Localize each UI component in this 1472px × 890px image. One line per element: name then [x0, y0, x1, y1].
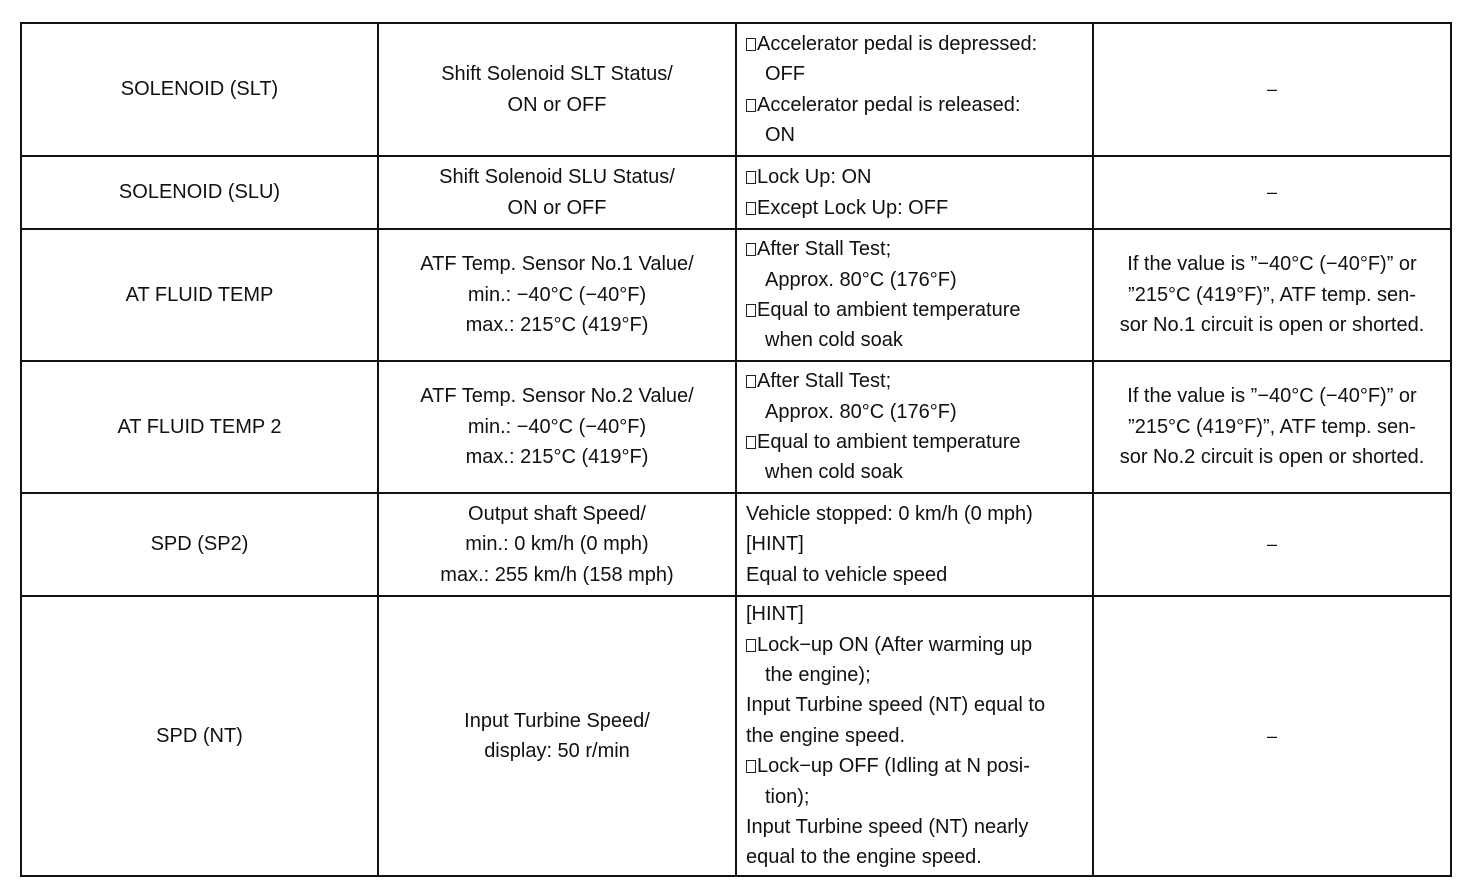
- condition-cell: [736, 23, 1093, 156]
- condition-line: Equal to vehicle speed: [746, 563, 948, 586]
- item-cell: [21, 596, 378, 876]
- condition-line: [HINT]: [746, 533, 804, 556]
- measurement-line: max.: 255 km/h (158 mph): [440, 563, 674, 586]
- diagnostic-cell: [1093, 156, 1451, 229]
- data-list-table: [20, 22, 1452, 877]
- diagnostic-line: If the value is ”−40°C (−40°F)” or: [1127, 385, 1417, 408]
- diagnostic-line: –: [1266, 79, 1277, 100]
- item-cell: [21, 23, 378, 156]
- item-text: SPD (SP2): [150, 533, 249, 556]
- measurement-cell: [378, 493, 736, 596]
- checkbox-icon: [746, 639, 756, 652]
- measurement-line: ON or OFF: [507, 93, 607, 116]
- item-text: AT FLUID TEMP: [125, 283, 274, 306]
- condition-line: Lock−up ON (After warming up: [746, 630, 1088, 660]
- condition-line: Accelerator pedal is depressed:: [746, 29, 1088, 59]
- measurement-cell: [378, 229, 736, 361]
- condition-line: Except Lock Up: OFF: [746, 193, 1088, 223]
- condition-line: Lock−up OFF (Idling at N posi-: [746, 751, 1088, 781]
- measurement-line: min.: −40°C (−40°F): [467, 283, 647, 306]
- diagnostic-line: –: [1266, 725, 1277, 746]
- condition-cell: [736, 596, 1093, 876]
- diagnostic-line: ”215°C (419°F)”, ATF temp. sen-: [1128, 415, 1416, 438]
- measurement-line: ATF Temp. Sensor No.1 Value/: [420, 253, 694, 276]
- diagnostic-line: ”215°C (419°F)”, ATF temp. sen-: [1128, 283, 1416, 306]
- condition-line: the engine speed.: [746, 724, 906, 747]
- table-row: [21, 493, 1451, 596]
- table-row: [21, 229, 1451, 361]
- diagnostic-line: sor No.2 circuit is open or shorted.: [1119, 446, 1425, 469]
- diagnostic-line: If the value is ”−40°C (−40°F)” or: [1127, 253, 1417, 276]
- table-row: [21, 361, 1451, 493]
- condition-cell: [736, 229, 1093, 361]
- condition-line: Lock Up: ON: [746, 162, 1088, 192]
- condition-line: Approx. 80°C (176°F): [765, 400, 957, 423]
- condition-line: Accelerator pedal is released:: [746, 90, 1088, 120]
- item-cell: [21, 361, 378, 493]
- diagnostic-cell: [1093, 493, 1451, 596]
- table-row: [21, 156, 1451, 229]
- checkbox-icon: [746, 375, 756, 388]
- measurement-cell: [378, 596, 736, 876]
- diagnostic-cell: [1093, 23, 1451, 156]
- measurement-line: ON or OFF: [507, 196, 607, 219]
- condition-line: Equal to ambient temperature: [746, 427, 1088, 457]
- diagnostic-line: –: [1266, 534, 1277, 555]
- measurement-cell: [378, 361, 736, 493]
- diagnostic-cell: [1093, 361, 1451, 493]
- measurement-line: max.: 215°C (419°F): [465, 314, 649, 337]
- condition-cell: [736, 361, 1093, 493]
- checkbox-icon: [746, 202, 756, 215]
- item-text: SOLENOID (SLU): [118, 181, 281, 204]
- condition-line: Approx. 80°C (176°F): [765, 268, 957, 291]
- condition-line: Equal to ambient temperature: [746, 295, 1088, 325]
- measurement-line: Input Turbine Speed/: [464, 709, 650, 732]
- measurement-line: min.: −40°C (−40°F): [467, 415, 647, 438]
- item-text: SOLENOID (SLT): [120, 78, 279, 101]
- condition-line: when cold soak: [765, 461, 903, 484]
- measurement-line: Shift Solenoid SLT Status/: [441, 63, 673, 86]
- checkbox-icon: [746, 171, 756, 184]
- condition-line: ON: [765, 123, 795, 146]
- condition-line: Vehicle stopped: 0 km/h (0 mph): [746, 502, 1033, 525]
- condition-cell: [736, 493, 1093, 596]
- condition-line: equal to the engine speed.: [746, 846, 982, 869]
- checkbox-icon: [746, 38, 756, 51]
- checkbox-icon: [746, 436, 756, 449]
- measurement-line: Shift Solenoid SLU Status/: [439, 166, 675, 189]
- condition-line: Input Turbine speed (NT) nearly: [746, 816, 1029, 839]
- condition-line: OFF: [765, 63, 805, 86]
- diagnostic-cell: [1093, 229, 1451, 361]
- condition-line: the engine);: [765, 663, 871, 686]
- measurement-cell: [378, 23, 736, 156]
- measurement-line: min.: 0 km/h (0 mph): [465, 533, 649, 556]
- condition-line: Input Turbine speed (NT) equal to: [746, 694, 1046, 717]
- checkbox-icon: [746, 304, 756, 317]
- checkbox-icon: [746, 760, 756, 773]
- measurement-cell: [378, 156, 736, 229]
- condition-line: [HINT]: [746, 603, 804, 626]
- table-row: [21, 596, 1451, 876]
- item-text: SPD (NT): [156, 724, 243, 747]
- measurement-line: ATF Temp. Sensor No.2 Value/: [420, 385, 694, 408]
- table-row: [21, 23, 1451, 156]
- measurement-line: Output shaft Speed/: [468, 502, 646, 525]
- condition-line: After Stall Test;: [746, 366, 1088, 396]
- measurement-line: display: 50 r/min: [484, 740, 630, 762]
- condition-line: when cold soak: [765, 329, 903, 352]
- measurement-line: max.: 215°C (419°F): [465, 446, 649, 469]
- diagnostic-line: sor No.1 circuit is open or shorted.: [1119, 314, 1425, 337]
- item-text: AT FLUID TEMP 2: [117, 415, 282, 438]
- condition-line: After Stall Test;: [746, 234, 1088, 264]
- item-cell: [21, 229, 378, 361]
- checkbox-icon: [746, 99, 756, 112]
- diagnostic-line: –: [1266, 182, 1277, 203]
- condition-line: tion);: [765, 785, 810, 808]
- checkbox-icon: [746, 243, 756, 256]
- item-cell: [21, 493, 378, 596]
- item-cell: [21, 156, 378, 229]
- diagnostic-cell: [1093, 596, 1451, 876]
- data-list-page: [20, 22, 1450, 877]
- condition-cell: [736, 156, 1093, 229]
